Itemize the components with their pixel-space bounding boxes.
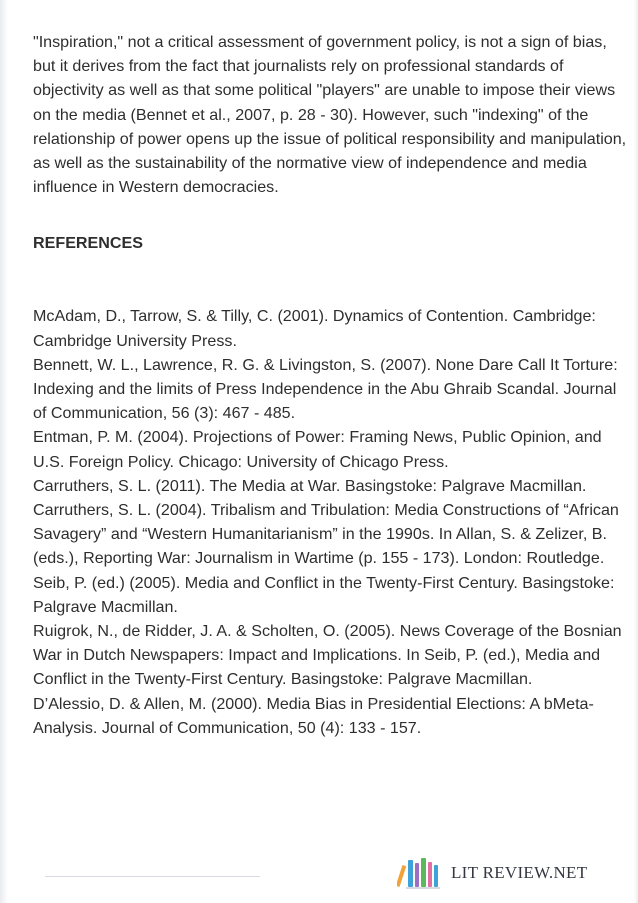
books-icon — [397, 856, 441, 890]
reference-item: Bennett, W. L., Lawrence, R. G. & Livingston, S. (2007). None Dare Call It Torture: Indexing and the limits of Press Independence in the Abu Ghraib Scandal. Journal of Communication, 56 (3): 467 - 485. — [33, 355, 618, 423]
site-logo[interactable] — [397, 855, 587, 891]
logo-text: LIT REVIEW.NET — [451, 863, 588, 882]
reference-item: Carruthers, S. L. (2004). Tribalism and Tribulation: Media Constructions of “African Savagery” and “Western Humanitarianism” in the 1990s. In Allan, S. & Zelizer, B. (eds.), Reporting War: Journalism in Wartime (p. 155 - 173). London: Routledge. — [33, 501, 619, 568]
reference-item: Ruigrok, N., de Ridder, J. A. & Scholten, O. (2005). News Coverage of the Bosnian War in Dutch Newspapers: Impact and Implications. In Seib, P. (ed.), Media and Conflict in the Twenty-First Century. Basingstoke: Palgrave Macmillan. — [33, 622, 622, 689]
reference-item: Seib, P. (ed.) (2005). Media and Conflict in the Twenty-First Century. Basingstoke: Palgrave Macmillan. — [33, 573, 615, 616]
reference-item: Entman, P. M. (2004). Projections of Power: Framing News, Public Opinion, and U.S. Foreign Policy. Chicago: University of Chicago Press. — [33, 428, 602, 471]
page-edge-left — [0, 0, 8, 903]
document-body — [33, 30, 631, 740]
references-heading: REFERENCES — [33, 234, 143, 253]
body-paragraph: "Inspiration," not a critical assessment of government policy, is not a sign of bias, but it derives from the fact that journalists rely on professional standards of objectivity as well as that some political "players" are unable to impose their views on the media (Bennet et al., 2007, p. 28 - 30). However, such "indexing" of the relationship of power opens up the issue of political responsibility and manipulation, as well as the sustainability of the normative view of independence and media influence in Western democracies. — [33, 33, 627, 197]
page-edge-right — [634, 0, 638, 903]
footer-divider — [45, 876, 260, 877]
references-list — [33, 304, 631, 740]
reference-item: McAdam, D., Tarrow, S. & Tilly, C. (2001). Dynamics of Contention. Cambridge: Cambridge University Press. — [33, 307, 596, 350]
reference-item: D’Alessio, D. & Allen, M. (2000). Media Bias in Presidential Elections: A bMeta-Analysis. Journal of Communication, 50 (4): 133 - 157. — [33, 694, 594, 737]
reference-item: Carruthers, S. L. (2011). The Media at War. Basingstoke: Palgrave Macmillan. — [33, 476, 587, 495]
